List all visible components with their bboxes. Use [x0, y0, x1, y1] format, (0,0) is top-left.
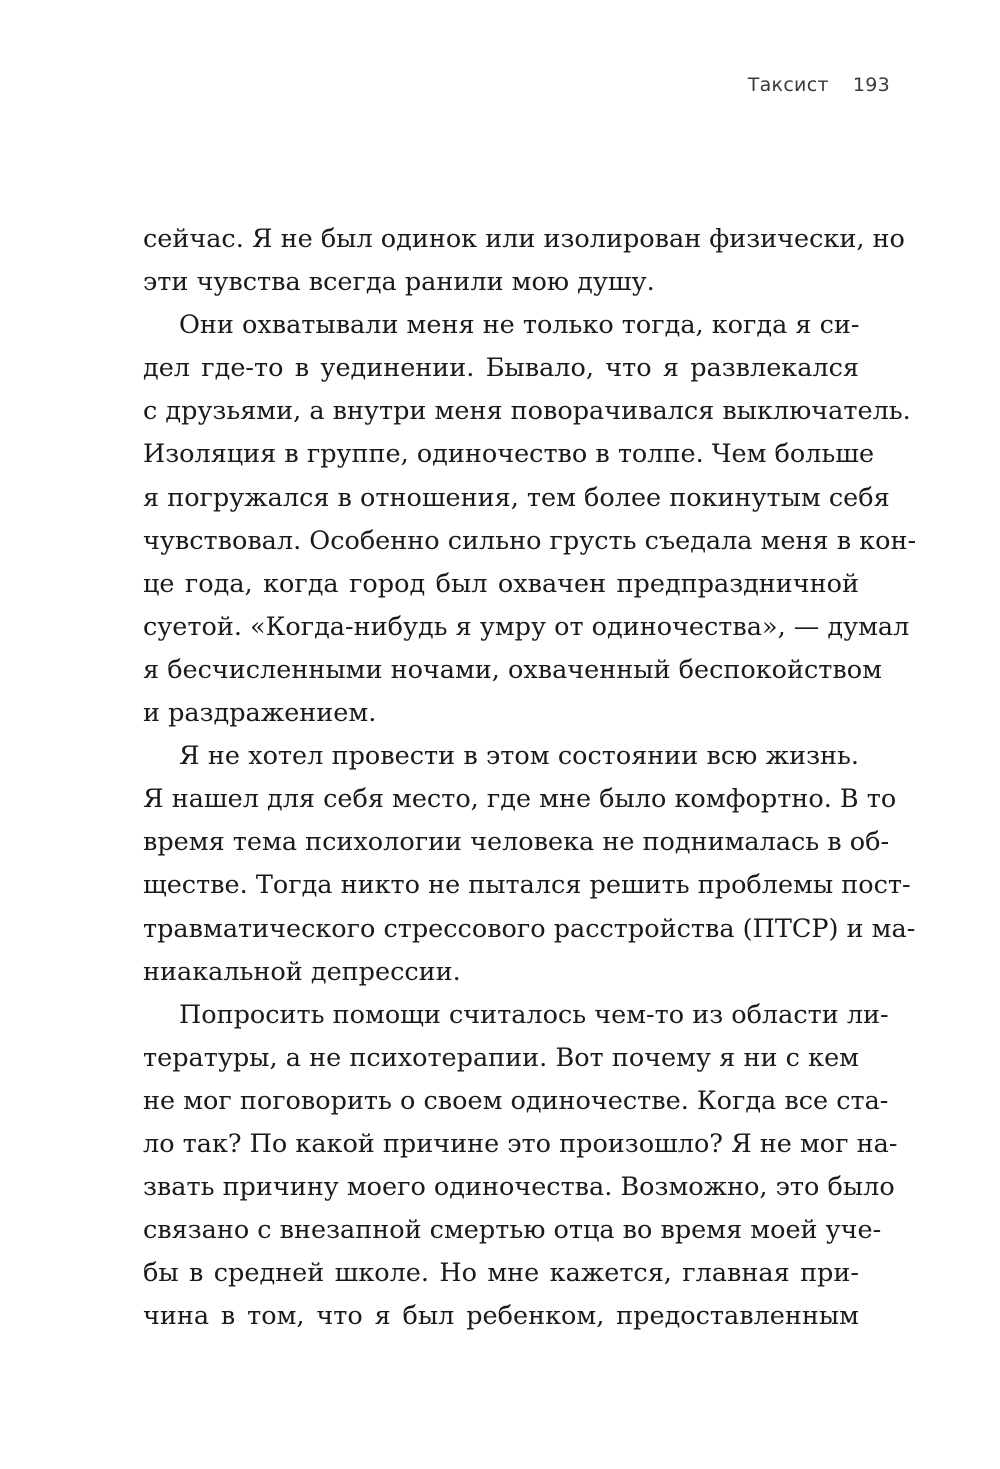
- text-line: ниакальной депрессии.: [143, 956, 461, 987]
- text-line: тературы, а не психотерапии. Вот почему я ни с кем: [143, 1042, 859, 1073]
- text-line: Я не хотел провести в этом состоянии всю жизнь.: [179, 741, 859, 772]
- text-line: Попросить помощи считалось чем-то из области ли-: [179, 999, 889, 1030]
- text-line: я бесчисленными ночами, охваченный беспокойством: [143, 654, 882, 685]
- text-line: чина в том, что я был ребенком, предоставленным: [143, 1301, 859, 1332]
- paragraph: [143, 304, 917, 735]
- body-text: [143, 218, 917, 1338]
- text-line: дел где-то в уединении. Бывало, что я развлекался: [143, 353, 859, 384]
- running-head: [748, 74, 890, 96]
- chapter-title: Таксист: [747, 74, 829, 96]
- text-line: суетой. «Когда-нибудь я умру от одиночества», — думал: [143, 611, 910, 642]
- text-line: бы в средней школе. Но мне кажется, главная при-: [143, 1258, 859, 1289]
- text-line: время тема психологии человека не поднималась в об-: [143, 827, 890, 858]
- text-line: связано с внезапной смертью отца во время моей уче-: [143, 1215, 882, 1246]
- text-line: эти чувства всегда ранили мою душу.: [143, 267, 655, 298]
- text-line: чувствовал. Особенно сильно грусть съедала меня в кон-: [143, 525, 917, 556]
- text-line: травматического стрессового расстройства (ПТСР) и ма-: [143, 913, 916, 944]
- text-line: ществе. Тогда никто не пытался решить проблемы пост-: [143, 870, 911, 901]
- text-line: и раздражением.: [143, 698, 377, 729]
- text-line: не мог поговорить о своем одиночестве. Когда все ста-: [143, 1085, 889, 1116]
- text-line: сейчас. Я не был одинок или изолирован физически, но: [143, 224, 905, 254]
- text-line: це года, когда город был охвачен предпраздничной: [143, 568, 859, 599]
- paragraph: [143, 218, 905, 304]
- text-line: Изоляция в группе, одиночество в толпе. Чем больше: [143, 439, 875, 470]
- text-line: Они охватывали меня не только тогда, когда я си-: [179, 310, 860, 341]
- text-line: звать причину моего одиночества. Возможно, это было: [143, 1172, 895, 1203]
- text-line: ло так? По какой причине это произошло? Я не мог на-: [143, 1128, 898, 1159]
- page-number: 193: [852, 74, 890, 96]
- text-line: с друзьями, а внутри меня поворачивался выключатель.: [143, 396, 911, 427]
- text-line: Я нашел для себя место, где мне было комфортно. В то: [143, 784, 897, 815]
- paragraph: [143, 994, 898, 1339]
- paragraph: [143, 735, 916, 994]
- text-line: я погружался в отношения, тем более покинутым себя: [143, 482, 890, 513]
